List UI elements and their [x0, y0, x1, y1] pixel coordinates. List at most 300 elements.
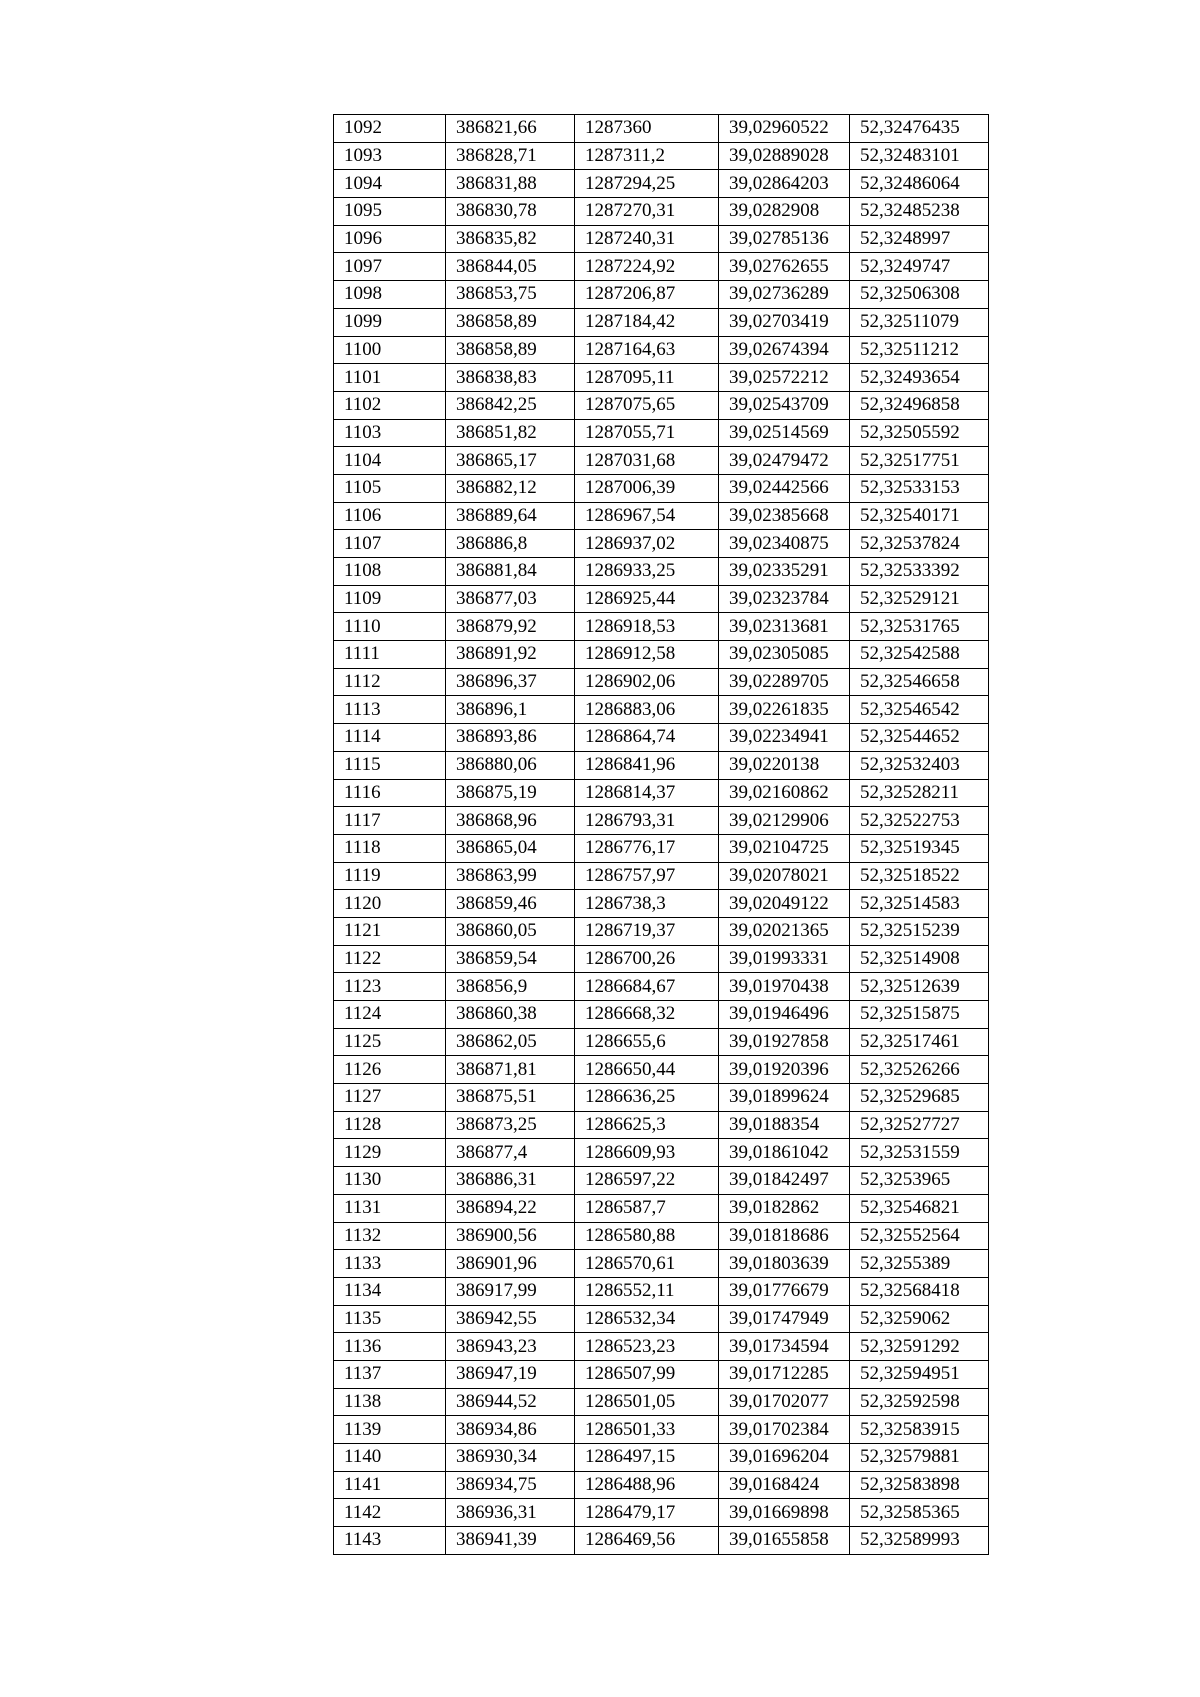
- table-row: [334, 862, 989, 890]
- longitude-cell: 52,32511079: [850, 308, 989, 336]
- y-coordinate-cell: 1286580,88: [575, 1222, 719, 1250]
- latitude-cell: 39,01946496: [719, 1001, 850, 1029]
- point-number-cell: 1116: [334, 779, 446, 807]
- y-coordinate-cell: 1286684,67: [575, 973, 719, 1001]
- y-coordinate-cell: 1286933,25: [575, 558, 719, 586]
- point-number-cell: 1127: [334, 1084, 446, 1112]
- point-number-cell: 1114: [334, 724, 446, 752]
- y-coordinate-cell: 1287006,39: [575, 474, 719, 502]
- x-coordinate-cell: 386896,37: [446, 668, 575, 696]
- table-row: [334, 1499, 989, 1527]
- longitude-cell: 52,32531559: [850, 1139, 989, 1167]
- x-coordinate-cell: 386880,06: [446, 751, 575, 779]
- longitude-cell: 52,32537824: [850, 530, 989, 558]
- y-coordinate-cell: 1286668,32: [575, 1001, 719, 1029]
- latitude-cell: 39,02340875: [719, 530, 850, 558]
- y-coordinate-cell: 1286814,37: [575, 779, 719, 807]
- x-coordinate-cell: 386886,31: [446, 1167, 575, 1195]
- longitude-cell: 52,32568418: [850, 1277, 989, 1305]
- latitude-cell: 39,02104725: [719, 834, 850, 862]
- latitude-cell: 39,01702077: [719, 1388, 850, 1416]
- longitude-cell: 52,3255389: [850, 1250, 989, 1278]
- latitude-cell: 39,01702384: [719, 1416, 850, 1444]
- y-coordinate-cell: 1286532,34: [575, 1305, 719, 1333]
- longitude-cell: 52,32583915: [850, 1416, 989, 1444]
- latitude-cell: 39,0188354: [719, 1111, 850, 1139]
- latitude-cell: 39,01818686: [719, 1222, 850, 1250]
- table-row: [334, 225, 989, 253]
- y-coordinate-cell: 1286488,96: [575, 1471, 719, 1499]
- table-row: [334, 115, 989, 143]
- y-coordinate-cell: 1286967,54: [575, 502, 719, 530]
- x-coordinate-cell: 386875,19: [446, 779, 575, 807]
- longitude-cell: 52,32546658: [850, 668, 989, 696]
- table-row: [334, 585, 989, 613]
- table-row: [334, 917, 989, 945]
- table-row: [334, 1527, 989, 1555]
- y-coordinate-cell: 1286719,37: [575, 917, 719, 945]
- point-number-cell: 1101: [334, 364, 446, 392]
- latitude-cell: 39,01993331: [719, 945, 850, 973]
- point-number-cell: 1143: [334, 1527, 446, 1555]
- longitude-cell: 52,32592598: [850, 1388, 989, 1416]
- x-coordinate-cell: 386860,05: [446, 917, 575, 945]
- point-number-cell: 1137: [334, 1360, 446, 1388]
- longitude-cell: 52,32544652: [850, 724, 989, 752]
- x-coordinate-cell: 386917,99: [446, 1277, 575, 1305]
- y-coordinate-cell: 1286625,3: [575, 1111, 719, 1139]
- y-coordinate-cell: 1286925,44: [575, 585, 719, 613]
- latitude-cell: 39,01734594: [719, 1333, 850, 1361]
- table-row: [334, 751, 989, 779]
- latitude-cell: 39,01747949: [719, 1305, 850, 1333]
- point-number-cell: 1125: [334, 1028, 446, 1056]
- latitude-cell: 39,0220138: [719, 751, 850, 779]
- table-row: [334, 447, 989, 475]
- point-number-cell: 1094: [334, 170, 446, 198]
- x-coordinate-cell: 386856,9: [446, 973, 575, 1001]
- table-row: [334, 419, 989, 447]
- y-coordinate-cell: 1286469,56: [575, 1527, 719, 1555]
- y-coordinate-cell: 1286523,23: [575, 1333, 719, 1361]
- x-coordinate-cell: 386842,25: [446, 391, 575, 419]
- latitude-cell: 39,02234941: [719, 724, 850, 752]
- table-row: [334, 1305, 989, 1333]
- x-coordinate-cell: 386838,83: [446, 364, 575, 392]
- point-number-cell: 1107: [334, 530, 446, 558]
- x-coordinate-cell: 386844,05: [446, 253, 575, 281]
- x-coordinate-cell: 386828,71: [446, 142, 575, 170]
- y-coordinate-cell: 1287240,31: [575, 225, 719, 253]
- longitude-cell: 52,32533392: [850, 558, 989, 586]
- point-number-cell: 1113: [334, 696, 446, 724]
- point-number-cell: 1129: [334, 1139, 446, 1167]
- x-coordinate-cell: 386835,82: [446, 225, 575, 253]
- x-coordinate-cell: 386851,82: [446, 419, 575, 447]
- table-row: [334, 474, 989, 502]
- table-row: [334, 1139, 989, 1167]
- longitude-cell: 52,32517751: [850, 447, 989, 475]
- x-coordinate-cell: 386889,64: [446, 502, 575, 530]
- point-number-cell: 1123: [334, 973, 446, 1001]
- point-number-cell: 1122: [334, 945, 446, 973]
- table-row: [334, 142, 989, 170]
- x-coordinate-cell: 386936,31: [446, 1499, 575, 1527]
- y-coordinate-cell: 1286937,02: [575, 530, 719, 558]
- latitude-cell: 39,02762655: [719, 253, 850, 281]
- y-coordinate-cell: 1286570,61: [575, 1250, 719, 1278]
- table-row: [334, 1277, 989, 1305]
- table-row: [334, 696, 989, 724]
- point-number-cell: 1138: [334, 1388, 446, 1416]
- table-row: [334, 253, 989, 281]
- latitude-cell: 39,02305085: [719, 641, 850, 669]
- x-coordinate-cell: 386859,54: [446, 945, 575, 973]
- latitude-cell: 39,02442566: [719, 474, 850, 502]
- longitude-cell: 52,32529121: [850, 585, 989, 613]
- latitude-cell: 39,01842497: [719, 1167, 850, 1195]
- y-coordinate-cell: 1286864,74: [575, 724, 719, 752]
- latitude-cell: 39,01861042: [719, 1139, 850, 1167]
- latitude-cell: 39,02289705: [719, 668, 850, 696]
- latitude-cell: 39,02335291: [719, 558, 850, 586]
- y-coordinate-cell: 1287294,25: [575, 170, 719, 198]
- point-number-cell: 1092: [334, 115, 446, 143]
- x-coordinate-cell: 386893,86: [446, 724, 575, 752]
- y-coordinate-cell: 1286912,58: [575, 641, 719, 669]
- x-coordinate-cell: 386879,92: [446, 613, 575, 641]
- x-coordinate-cell: 386873,25: [446, 1111, 575, 1139]
- y-coordinate-cell: 1286501,33: [575, 1416, 719, 1444]
- table-row: [334, 1222, 989, 1250]
- y-coordinate-cell: 1286902,06: [575, 668, 719, 696]
- longitude-cell: 52,32483101: [850, 142, 989, 170]
- point-number-cell: 1126: [334, 1056, 446, 1084]
- latitude-cell: 39,02078021: [719, 862, 850, 890]
- longitude-cell: 52,32518522: [850, 862, 989, 890]
- table-row: [334, 613, 989, 641]
- latitude-cell: 39,01712285: [719, 1360, 850, 1388]
- x-coordinate-cell: 386934,75: [446, 1471, 575, 1499]
- point-number-cell: 1108: [334, 558, 446, 586]
- point-number-cell: 1121: [334, 917, 446, 945]
- latitude-cell: 39,02021365: [719, 917, 850, 945]
- y-coordinate-cell: 1286479,17: [575, 1499, 719, 1527]
- x-coordinate-cell: 386930,34: [446, 1444, 575, 1472]
- longitude-cell: 52,32515875: [850, 1001, 989, 1029]
- y-coordinate-cell: 1286587,7: [575, 1194, 719, 1222]
- point-number-cell: 1136: [334, 1333, 446, 1361]
- latitude-cell: 39,02129906: [719, 807, 850, 835]
- y-coordinate-cell: 1286501,05: [575, 1388, 719, 1416]
- x-coordinate-cell: 386947,19: [446, 1360, 575, 1388]
- latitude-cell: 39,0182862: [719, 1194, 850, 1222]
- point-number-cell: 1133: [334, 1250, 446, 1278]
- x-coordinate-cell: 386858,89: [446, 336, 575, 364]
- latitude-cell: 39,02703419: [719, 308, 850, 336]
- y-coordinate-cell: 1286793,31: [575, 807, 719, 835]
- y-coordinate-cell: 1287075,65: [575, 391, 719, 419]
- table-row: [334, 807, 989, 835]
- y-coordinate-cell: 1286636,25: [575, 1084, 719, 1112]
- point-number-cell: 1134: [334, 1277, 446, 1305]
- x-coordinate-cell: 386944,52: [446, 1388, 575, 1416]
- longitude-cell: 52,32496858: [850, 391, 989, 419]
- table-row: [334, 1111, 989, 1139]
- table-row: [334, 198, 989, 226]
- x-coordinate-cell: 386881,84: [446, 558, 575, 586]
- x-coordinate-cell: 386891,92: [446, 641, 575, 669]
- latitude-cell: 39,02572212: [719, 364, 850, 392]
- latitude-cell: 39,01927858: [719, 1028, 850, 1056]
- point-number-cell: 1099: [334, 308, 446, 336]
- table-row: [334, 1056, 989, 1084]
- x-coordinate-cell: 386943,23: [446, 1333, 575, 1361]
- y-coordinate-cell: 1287224,92: [575, 253, 719, 281]
- longitude-cell: 52,32526266: [850, 1056, 989, 1084]
- latitude-cell: 39,01696204: [719, 1444, 850, 1472]
- point-number-cell: 1140: [334, 1444, 446, 1472]
- x-coordinate-cell: 386831,88: [446, 170, 575, 198]
- table-row: [334, 530, 989, 558]
- table-row: [334, 364, 989, 392]
- point-number-cell: 1097: [334, 253, 446, 281]
- x-coordinate-cell: 386858,89: [446, 308, 575, 336]
- point-number-cell: 1117: [334, 807, 446, 835]
- table-row: [334, 1250, 989, 1278]
- table-row: [334, 558, 989, 586]
- y-coordinate-cell: 1286918,53: [575, 613, 719, 641]
- x-coordinate-cell: 386934,86: [446, 1416, 575, 1444]
- y-coordinate-cell: 1286552,11: [575, 1277, 719, 1305]
- x-coordinate-cell: 386900,56: [446, 1222, 575, 1250]
- point-number-cell: 1096: [334, 225, 446, 253]
- table-row: [334, 1388, 989, 1416]
- x-coordinate-cell: 386821,66: [446, 115, 575, 143]
- table-row: [334, 945, 989, 973]
- x-coordinate-cell: 386894,22: [446, 1194, 575, 1222]
- longitude-cell: 52,32589993: [850, 1527, 989, 1555]
- latitude-cell: 39,01920396: [719, 1056, 850, 1084]
- x-coordinate-cell: 386896,1: [446, 696, 575, 724]
- x-coordinate-cell: 386863,99: [446, 862, 575, 890]
- point-number-cell: 1093: [334, 142, 446, 170]
- longitude-cell: 52,32506308: [850, 281, 989, 309]
- y-coordinate-cell: 1286841,96: [575, 751, 719, 779]
- latitude-cell: 39,02160862: [719, 779, 850, 807]
- table-row: [334, 724, 989, 752]
- y-coordinate-cell: 1287206,87: [575, 281, 719, 309]
- longitude-cell: 52,32529685: [850, 1084, 989, 1112]
- x-coordinate-cell: 386830,78: [446, 198, 575, 226]
- y-coordinate-cell: 1287270,31: [575, 198, 719, 226]
- y-coordinate-cell: 1286655,6: [575, 1028, 719, 1056]
- table-row: [334, 308, 989, 336]
- table-row: [334, 1167, 989, 1195]
- latitude-cell: 39,02785136: [719, 225, 850, 253]
- point-number-cell: 1095: [334, 198, 446, 226]
- point-number-cell: 1106: [334, 502, 446, 530]
- latitude-cell: 39,02864203: [719, 170, 850, 198]
- x-coordinate-cell: 386942,55: [446, 1305, 575, 1333]
- y-coordinate-cell: 1286650,44: [575, 1056, 719, 1084]
- y-coordinate-cell: 1286757,97: [575, 862, 719, 890]
- table-row: [334, 391, 989, 419]
- x-coordinate-cell: 386859,46: [446, 890, 575, 918]
- x-coordinate-cell: 386877,03: [446, 585, 575, 613]
- longitude-cell: 52,32514583: [850, 890, 989, 918]
- table-row: [334, 1360, 989, 1388]
- longitude-cell: 52,32552564: [850, 1222, 989, 1250]
- longitude-cell: 52,32542588: [850, 641, 989, 669]
- table-row: [334, 1001, 989, 1029]
- y-coordinate-cell: 1286738,3: [575, 890, 719, 918]
- latitude-cell: 39,01899624: [719, 1084, 850, 1112]
- longitude-cell: 52,32546542: [850, 696, 989, 724]
- point-number-cell: 1120: [334, 890, 446, 918]
- longitude-cell: 52,3248997: [850, 225, 989, 253]
- y-coordinate-cell: 1286776,17: [575, 834, 719, 862]
- longitude-cell: 52,32517461: [850, 1028, 989, 1056]
- latitude-cell: 39,02889028: [719, 142, 850, 170]
- x-coordinate-cell: 386941,39: [446, 1527, 575, 1555]
- point-number-cell: 1100: [334, 336, 446, 364]
- point-number-cell: 1111: [334, 641, 446, 669]
- latitude-cell: 39,0168424: [719, 1471, 850, 1499]
- longitude-cell: 52,32505592: [850, 419, 989, 447]
- y-coordinate-cell: 1287311,2: [575, 142, 719, 170]
- table-row: [334, 1444, 989, 1472]
- longitude-cell: 52,32476435: [850, 115, 989, 143]
- latitude-cell: 39,02479472: [719, 447, 850, 475]
- y-coordinate-cell: 1287031,68: [575, 447, 719, 475]
- point-number-cell: 1135: [334, 1305, 446, 1333]
- x-coordinate-cell: 386860,38: [446, 1001, 575, 1029]
- point-number-cell: 1128: [334, 1111, 446, 1139]
- latitude-cell: 39,02385668: [719, 502, 850, 530]
- point-number-cell: 1109: [334, 585, 446, 613]
- longitude-cell: 52,3259062: [850, 1305, 989, 1333]
- x-coordinate-cell: 386901,96: [446, 1250, 575, 1278]
- y-coordinate-cell: 1286597,22: [575, 1167, 719, 1195]
- longitude-cell: 52,32486064: [850, 170, 989, 198]
- x-coordinate-cell: 386868,96: [446, 807, 575, 835]
- latitude-cell: 39,01776679: [719, 1277, 850, 1305]
- longitude-cell: 52,32527727: [850, 1111, 989, 1139]
- x-coordinate-cell: 386862,05: [446, 1028, 575, 1056]
- y-coordinate-cell: 1287184,42: [575, 308, 719, 336]
- table-row: [334, 336, 989, 364]
- point-number-cell: 1118: [334, 834, 446, 862]
- coordinates-table-body: [334, 115, 989, 1555]
- x-coordinate-cell: 386865,04: [446, 834, 575, 862]
- y-coordinate-cell: 1287095,11: [575, 364, 719, 392]
- longitude-cell: 52,32531765: [850, 613, 989, 641]
- longitude-cell: 52,32493654: [850, 364, 989, 392]
- latitude-cell: 39,01669898: [719, 1499, 850, 1527]
- table-row: [334, 890, 989, 918]
- table-row: [334, 834, 989, 862]
- longitude-cell: 52,32546821: [850, 1194, 989, 1222]
- longitude-cell: 52,32515239: [850, 917, 989, 945]
- latitude-cell: 39,01970438: [719, 973, 850, 1001]
- point-number-cell: 1103: [334, 419, 446, 447]
- point-number-cell: 1142: [334, 1499, 446, 1527]
- y-coordinate-cell: 1286883,06: [575, 696, 719, 724]
- latitude-cell: 39,02261835: [719, 696, 850, 724]
- longitude-cell: 52,32594951: [850, 1360, 989, 1388]
- point-number-cell: 1098: [334, 281, 446, 309]
- x-coordinate-cell: 386875,51: [446, 1084, 575, 1112]
- latitude-cell: 39,02674394: [719, 336, 850, 364]
- longitude-cell: 52,3253965: [850, 1167, 989, 1195]
- y-coordinate-cell: 1287055,71: [575, 419, 719, 447]
- latitude-cell: 39,02514569: [719, 419, 850, 447]
- table-row: [334, 641, 989, 669]
- point-number-cell: 1130: [334, 1167, 446, 1195]
- longitude-cell: 52,32533153: [850, 474, 989, 502]
- x-coordinate-cell: 386886,8: [446, 530, 575, 558]
- longitude-cell: 52,32485238: [850, 198, 989, 226]
- longitude-cell: 52,32583898: [850, 1471, 989, 1499]
- point-number-cell: 1112: [334, 668, 446, 696]
- point-number-cell: 1115: [334, 751, 446, 779]
- table-row: [334, 1028, 989, 1056]
- longitude-cell: 52,32512639: [850, 973, 989, 1001]
- x-coordinate-cell: 386877,4: [446, 1139, 575, 1167]
- table-row: [334, 170, 989, 198]
- y-coordinate-cell: 1286507,99: [575, 1360, 719, 1388]
- latitude-cell: 39,02313681: [719, 613, 850, 641]
- longitude-cell: 52,3249747: [850, 253, 989, 281]
- table-row: [334, 1416, 989, 1444]
- table-row: [334, 668, 989, 696]
- table-row: [334, 1194, 989, 1222]
- point-number-cell: 1124: [334, 1001, 446, 1029]
- x-coordinate-cell: 386882,12: [446, 474, 575, 502]
- longitude-cell: 52,32511212: [850, 336, 989, 364]
- table-row: [334, 502, 989, 530]
- point-number-cell: 1105: [334, 474, 446, 502]
- table-row: [334, 779, 989, 807]
- latitude-cell: 39,02049122: [719, 890, 850, 918]
- longitude-cell: 52,32540171: [850, 502, 989, 530]
- point-number-cell: 1102: [334, 391, 446, 419]
- longitude-cell: 52,32532403: [850, 751, 989, 779]
- latitude-cell: 39,02960522: [719, 115, 850, 143]
- x-coordinate-cell: 386871,81: [446, 1056, 575, 1084]
- longitude-cell: 52,32579881: [850, 1444, 989, 1472]
- x-coordinate-cell: 386853,75: [446, 281, 575, 309]
- y-coordinate-cell: 1287164,63: [575, 336, 719, 364]
- x-coordinate-cell: 386865,17: [446, 447, 575, 475]
- latitude-cell: 39,0282908: [719, 198, 850, 226]
- latitude-cell: 39,02323784: [719, 585, 850, 613]
- y-coordinate-cell: 1286609,93: [575, 1139, 719, 1167]
- longitude-cell: 52,32514908: [850, 945, 989, 973]
- longitude-cell: 52,32519345: [850, 834, 989, 862]
- latitude-cell: 39,01803639: [719, 1250, 850, 1278]
- point-number-cell: 1141: [334, 1471, 446, 1499]
- table-row: [334, 281, 989, 309]
- y-coordinate-cell: 1286700,26: [575, 945, 719, 973]
- longitude-cell: 52,32585365: [850, 1499, 989, 1527]
- longitude-cell: 52,32528211: [850, 779, 989, 807]
- latitude-cell: 39,02736289: [719, 281, 850, 309]
- latitude-cell: 39,02543709: [719, 391, 850, 419]
- latitude-cell: 39,01655858: [719, 1527, 850, 1555]
- longitude-cell: 52,32591292: [850, 1333, 989, 1361]
